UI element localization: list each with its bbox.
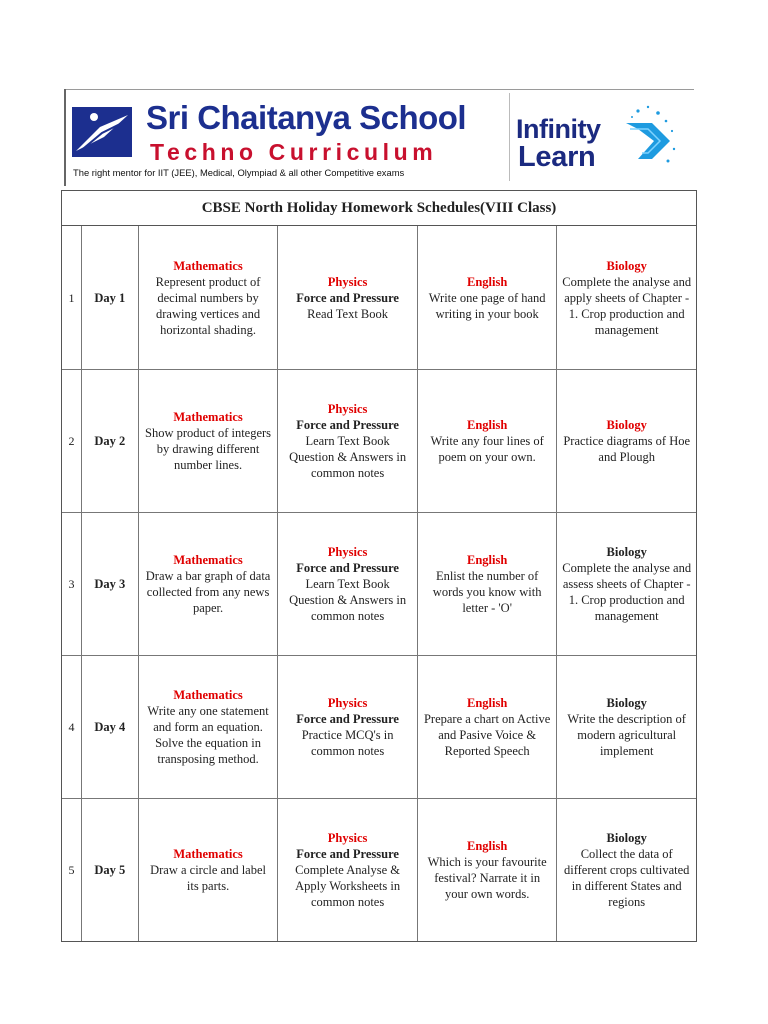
task-text-line: management [594,609,659,623]
task-text-line: 1. Crop production and [568,306,685,321]
school-tagline: The right mentor for IIT (JEE), Medical, Olympiad & all other Competitive exams [73,167,405,178]
subject-heading: Biology [606,258,647,273]
subject-heading: English [466,418,508,432]
english-cell [417,513,557,655]
subject-heading: English [466,696,508,710]
subject-heading: Biology [606,831,647,845]
english-cell [417,799,557,941]
day-label-cell: Day 2 [81,370,138,512]
curriculum-name: Techno Curriculum [150,139,438,165]
english-cell [417,370,557,512]
task-text-line: drawing vertices and [155,306,261,321]
english-cell [417,226,557,369]
task-text-line: common notes [310,466,385,480]
row-number-cell: 2 [68,434,75,448]
task-text-line: apply sheets of Chapter - [564,290,690,305]
subject-heading: Physics [327,402,368,416]
row-number-cell: 4 [68,720,75,734]
banner-top-rule [64,89,694,90]
header-banner [64,89,694,186]
task-text-line: decimal numbers by [157,290,259,305]
physics-cell [277,513,417,655]
task-text-line: Write one page of hand [428,290,546,305]
mathematics-cell [138,799,278,941]
day-label-cell: Day 1 [81,226,138,369]
task-text-line: words you know with [432,585,542,599]
task-text-line: Enlist the number of [435,569,539,583]
day-label-cell: Day 4 [81,656,138,798]
task-text-line: its parts. [186,879,230,893]
school-logo-icon [72,107,132,157]
infinity-learn-logo [516,97,691,183]
topic-heading: Force and Pressure [296,847,399,861]
biology-cell [556,656,696,798]
topic-heading: Force and Pressure [296,290,399,305]
task-text-line: Read Text Book [307,306,389,321]
task-text-line: Write any one statement [147,704,269,718]
table-row [62,655,696,798]
task-text-line: Represent product of [155,274,261,289]
task-text-line: your own words. [444,887,530,901]
subject-heading: Mathematics [173,410,243,424]
task-text-line: letter - 'O' [462,601,512,615]
school-name: Sri Chaitanya School [146,99,467,136]
task-text-line: Apply Worksheets in [295,879,401,893]
biology-cell [556,799,696,941]
learn-word: Learn [518,141,596,173]
mathematics-cell [138,513,278,655]
task-text-line: Question & Answers in [289,593,407,607]
row-number-cell: 5 [68,863,75,877]
task-text-line: number lines. [174,458,243,472]
task-text-line: and form an equation. [153,720,263,734]
task-text-line: in different States and [571,879,682,893]
task-text-line: common notes [310,609,385,623]
task-text-line: collected from any news [146,585,270,599]
banner-divider [509,93,510,181]
task-text-line: paper. [192,601,224,615]
topic-heading: Force and Pressure [296,712,399,726]
subject-heading: Mathematics [173,553,243,567]
subject-heading: Biology [606,545,647,559]
task-text-line: Question & Answers in [289,450,407,464]
task-text-line: modern agricultural [577,728,677,742]
table-row [62,512,696,655]
banner-left-rule [64,89,66,186]
task-text-line: Complete Analyse & [295,863,401,877]
task-text-line: 1. Crop production and [568,593,685,607]
task-text-line: Prepare a chart on Active [423,712,551,726]
physics-cell [277,226,417,369]
homework-schedule-table [61,190,697,942]
task-text-line: Write the description of [567,712,686,726]
task-text-line: Which is your favourite [427,855,547,869]
task-text-line: Practice diagrams of Hoe [563,434,691,448]
task-text-line: writing in your book [435,306,539,321]
physics-cell [277,799,417,941]
schedule-title: CBSE North Holiday Homework Schedules(VIII Class) [62,191,696,226]
schedule-rows [62,226,696,941]
biology-cell [556,513,696,655]
task-text-line: Show product of integers [145,426,272,440]
task-text-line: Write any four lines of [430,434,544,448]
subject-heading: Mathematics [173,847,243,861]
task-text-line: transposing method. [157,752,259,766]
task-text-line: assess sheets of Chapter - [562,577,691,591]
task-text-line: regions [608,895,646,909]
task-text-line: Reported Speech [444,744,530,758]
task-text-line: Complete the analyse and [562,561,692,575]
mathematics-cell [138,656,278,798]
task-text-line: festival? Narrate it in [434,871,541,885]
task-text-line: Learn Text Book [305,577,390,591]
task-text-line: Draw a bar graph of data [145,569,271,583]
task-text-line: Practice MCQ's in [301,728,394,742]
mathematics-cell [138,370,278,512]
physics-cell [277,370,417,512]
table-row [62,226,696,369]
subject-heading: Biology [606,696,647,710]
row-number-cell: 3 [68,577,75,591]
task-text-line: poem on your own. [438,450,536,464]
biology-cell [556,370,696,512]
subject-heading: English [466,839,508,853]
task-text-line: and Plough [598,450,655,464]
infinity-word: Infinity [516,114,601,144]
subject-heading: Physics [327,696,368,710]
subject-heading: Mathematics [173,258,243,273]
subject-heading: English [466,274,508,289]
row-number-cell: 1 [68,290,75,305]
task-text-line: Collect the data of [580,847,673,861]
subject-heading: Physics [327,831,368,845]
topic-heading: Force and Pressure [296,418,399,432]
subject-heading: English [466,553,508,567]
physics-cell [277,656,417,798]
task-text-line: Solve the equation in [155,736,261,750]
subject-heading: Physics [327,274,368,289]
table-row [62,369,696,512]
subject-heading: Biology [606,418,647,432]
task-text-line: by drawing different [156,442,260,456]
day-label-cell: Day 3 [81,513,138,655]
task-text-line: implement [599,744,654,758]
table-row [62,798,696,941]
mathematics-cell [138,226,278,369]
task-text-line: and Pasive Voice & [438,728,537,742]
arrow-logo-icon [608,103,680,173]
day-label-cell: Day 5 [81,799,138,941]
subject-heading: Physics [327,545,368,559]
task-text-line: different crops cultivated [563,863,690,877]
task-text-line: management [594,322,659,337]
task-text-line: common notes [310,895,385,909]
english-cell [417,656,557,798]
task-text-line: Learn Text Book [305,434,390,448]
subject-heading: Mathematics [173,688,243,702]
task-text-line: Draw a circle and label [150,863,266,877]
task-text-line: horizontal shading. [160,322,256,337]
task-text-line: Complete the analyse and [562,274,692,289]
topic-heading: Force and Pressure [296,561,399,575]
biology-cell [556,226,696,369]
task-text-line: common notes [310,744,385,758]
